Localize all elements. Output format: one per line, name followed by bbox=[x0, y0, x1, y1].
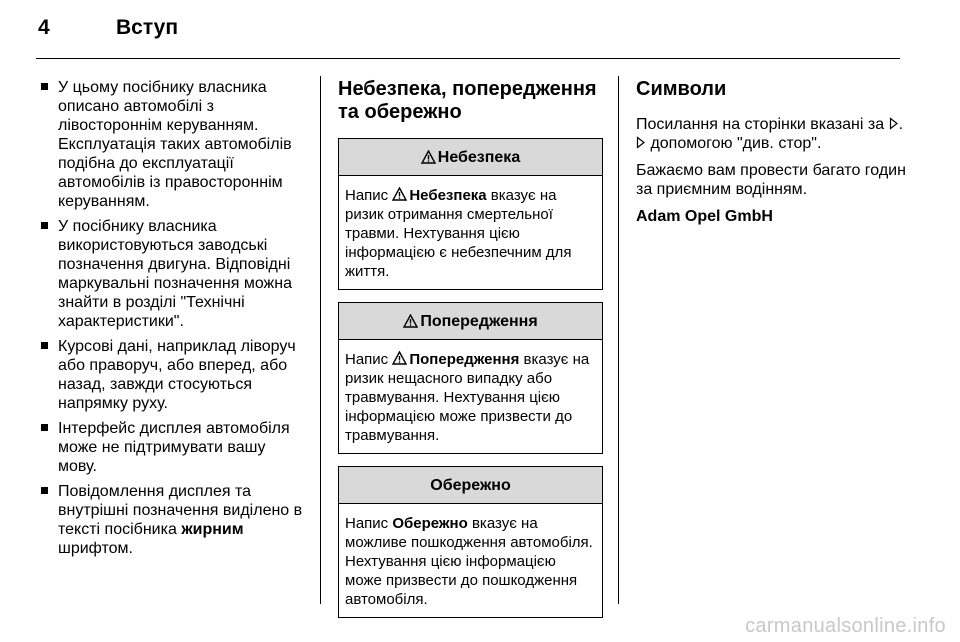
warning-triangle-icon bbox=[392, 187, 407, 201]
danger-box bbox=[338, 138, 603, 290]
column-divider-2 bbox=[618, 76, 619, 604]
warning-triangle-icon bbox=[403, 314, 418, 328]
warning-triangle-icon bbox=[421, 150, 436, 164]
danger-box-header: Небезпека bbox=[339, 139, 602, 176]
warning-box-body: Напис Попередження вказує на ризик нещасного випадку або травмування. Нехтування цією інформацією може призвести до травмування. bbox=[345, 351, 590, 444]
danger-box-body: Напис Небезпека вказує на ризик отримання смертельної травми. Нехтування цією інформацією є небезпечним для життя. bbox=[345, 187, 572, 280]
intro-bullet-list bbox=[40, 78, 304, 558]
warning-triangle-icon bbox=[392, 351, 407, 365]
column-divider-1 bbox=[320, 76, 321, 604]
section-heading: Небезпека, попередження та обережно bbox=[338, 78, 597, 123]
section-heading: Символи bbox=[636, 78, 727, 100]
page-header bbox=[38, 16, 178, 52]
page-title: Вступ bbox=[116, 16, 179, 39]
page-reference-arrow-icon bbox=[889, 117, 899, 130]
list-item: Курсові дані, наприклад ліворуч або праворуч, або вперед, або назад, завжди стосуються напрямку руху. bbox=[40, 337, 304, 413]
list-item: Повідомлення дисплея та внутрішні позначення виділено в тексті посібника жирним шрифтом. bbox=[40, 482, 304, 558]
caution-box-body: Напис Обережно вказує на можливе пошкодження автомобіля. Нехтування цією інформацією може призвести до пошкодження автомобіля. bbox=[345, 515, 593, 608]
page-number: 4 bbox=[38, 16, 50, 39]
list-item: Інтерфейс дисплея автомобіля може не підтримувати вашу мову. bbox=[40, 419, 304, 476]
caution-box-header: Обережно bbox=[339, 467, 602, 504]
page-reference-arrow-icon bbox=[636, 136, 646, 149]
caution-box bbox=[338, 466, 603, 618]
list-item: У цьому посібнику власника описано автомобілі з лівостороннім керуванням. Експлуатація таких автомобілів подібна до експлуатації автомобілів із правостороннім керуванням. bbox=[40, 78, 304, 211]
bold-term: жирним bbox=[181, 521, 244, 538]
symbols-column bbox=[636, 78, 906, 234]
warning-box bbox=[338, 302, 603, 454]
company-name: Adam Opel GmbH bbox=[636, 208, 773, 225]
paragraph: Бажаємо вам провести багато годин за приємним водінням. bbox=[636, 162, 906, 198]
header-divider bbox=[36, 58, 900, 59]
intro-column bbox=[40, 78, 304, 564]
paragraph: Посилання на сторінки вказані за . допомогою "див. стор". bbox=[636, 116, 904, 152]
warning-box-header: Попередження bbox=[339, 303, 602, 340]
watermark: carmanualsonline.info bbox=[745, 615, 946, 637]
list-item: У посібнику власника використовуються заводські позначення двигуна. Відповідні маркувальні позначення можна знайти в розділі "Технічні характеристики". bbox=[40, 217, 304, 331]
warnings-column bbox=[338, 78, 603, 630]
